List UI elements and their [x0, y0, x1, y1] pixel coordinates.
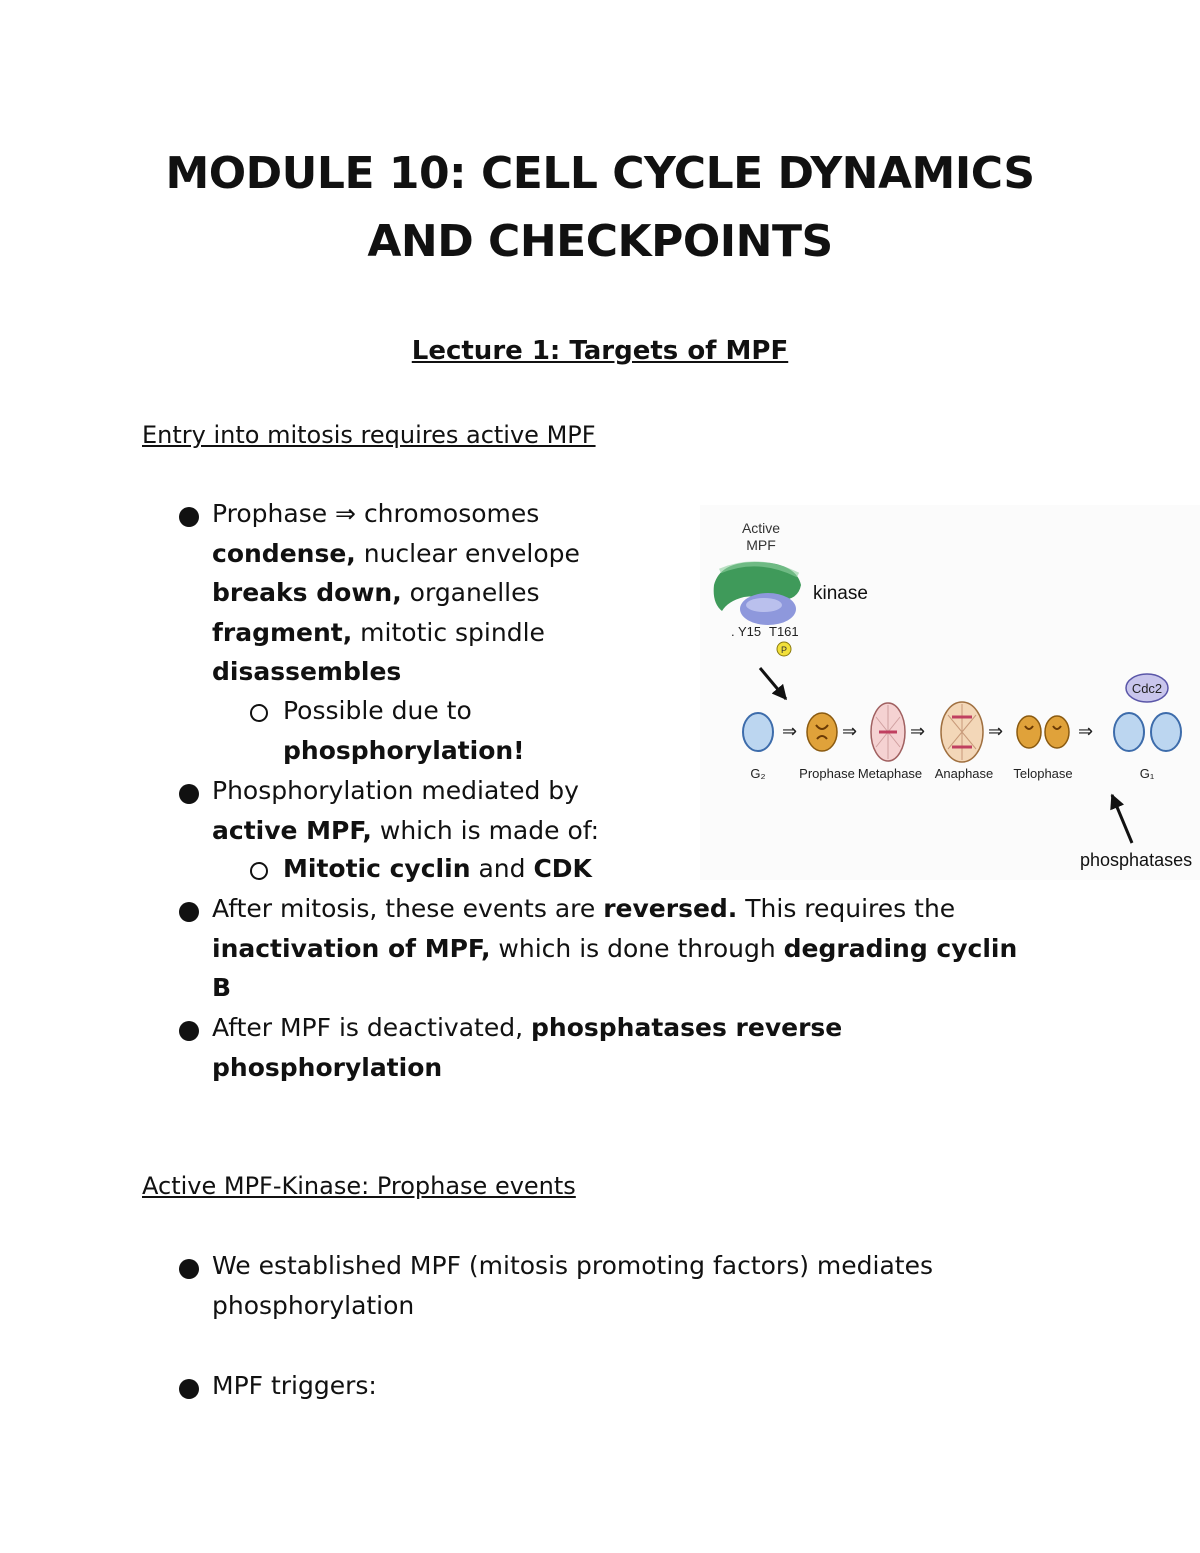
- sub-bullet-cyclin-cdk: [283, 849, 592, 889]
- bold-term: inactivation of MPF,: [212, 933, 491, 963]
- bullet-dot: [179, 784, 199, 804]
- sub-bullet-ring: [250, 704, 268, 722]
- t161-label: T161: [769, 624, 799, 639]
- bullet-line: [283, 731, 525, 771]
- active-mpf-label-2: MPF: [746, 537, 776, 553]
- phosphatases-label: phosphatases: [1080, 850, 1193, 870]
- bullet-dot: [179, 902, 199, 922]
- bullet-dot: [179, 1021, 199, 1041]
- text-run: nuclear envelope: [355, 538, 580, 568]
- arrow-icon: ⇒: [1078, 721, 1094, 742]
- active-mpf-label-1: Active: [741, 520, 781, 536]
- bold-term: phosphatases reverse: [531, 1013, 843, 1042]
- sub-bullet-ring: [250, 862, 268, 880]
- stage-label-metaphase: Metaphase: [857, 766, 923, 781]
- text-run: which is made of:: [371, 815, 600, 845]
- stage-label-telophase: Telophase: [1013, 766, 1073, 781]
- bold-term: B: [212, 973, 232, 1002]
- bullet-mpf-mediates: [212, 1246, 933, 1325]
- text-run: which is done through: [490, 933, 784, 963]
- bullet-line: Prophase ⇒ chromosomes: [212, 499, 540, 528]
- bullet-line: We established MPF (mitosis promoting factors) mediates: [212, 1251, 933, 1280]
- bullet-mpf-triggers: [212, 1366, 377, 1406]
- prophase-cell-icon: [807, 713, 837, 751]
- bullet-line: Phosphorylation mediated by: [212, 776, 579, 805]
- bullet-line: [283, 849, 592, 889]
- bold-term: active MPF,: [212, 815, 372, 845]
- bullet-line: MPF triggers:: [212, 1371, 377, 1400]
- text-run: and: [470, 854, 534, 883]
- section-heading-prophase-events: Active MPF-Kinase: Prophase events: [142, 1172, 576, 1200]
- document-title: [0, 140, 1200, 276]
- bullet-line: [212, 811, 599, 851]
- bullet-after-mitosis: [212, 889, 1017, 1008]
- bold-term: condense,: [212, 538, 356, 568]
- bullet-after-deactivation: [212, 1008, 842, 1087]
- bullet-line: [212, 573, 580, 613]
- stage-label-anaphase: Anaphase: [934, 766, 994, 781]
- bold-term: fragment,: [212, 617, 353, 647]
- text-run: After MPF is deactivated,: [212, 1013, 531, 1042]
- text-run: After mitosis, these events are: [212, 894, 604, 923]
- cdc2-label: Cdc2: [1131, 681, 1163, 696]
- lecture-heading: Lecture 1: Targets of MPF: [411, 336, 789, 366]
- telophase-cell-icon-a: [1017, 716, 1041, 748]
- section-heading-entry-mitosis: Entry into mitosis requires active MPF: [142, 421, 596, 449]
- bullet-line: [212, 889, 1017, 929]
- bold-term: disassembles: [212, 657, 402, 686]
- sub-bullet-phosphorylation: [283, 691, 525, 770]
- bullet-line: [212, 968, 1017, 1008]
- telophase-cell-icon-b: [1045, 716, 1069, 748]
- text-run: This requires the: [737, 894, 956, 923]
- bold-term: phosphorylation: [212, 1052, 443, 1082]
- bullet-prophase: [212, 494, 580, 692]
- bullet-line: [212, 613, 580, 653]
- bold-term: phosphorylation!: [283, 735, 525, 765]
- bold-term: degrading cyclin: [783, 933, 1018, 963]
- bold-term: Mitotic cyclin: [283, 854, 471, 883]
- bullet-dot: [179, 1379, 199, 1399]
- g2-cell-icon: [743, 713, 773, 751]
- bullet-dot: [179, 507, 199, 527]
- bullet-dot: [179, 1259, 199, 1279]
- g1-cell-icon-a: [1114, 713, 1144, 751]
- bullet-line: [212, 534, 580, 574]
- bullet-line: [212, 652, 580, 692]
- stage-label-prophase: Prophase: [799, 766, 855, 781]
- kinase-label: kinase: [813, 583, 868, 604]
- arrow-icon: ⇒: [842, 721, 858, 742]
- arrow-icon: ⇒: [988, 721, 1004, 742]
- bullet-line: [212, 929, 1017, 969]
- title-line-1: MODULE 10: CELL CYCLE DYNAMICS: [165, 148, 1035, 199]
- text-run: mitotic spindle: [352, 617, 545, 647]
- phosphate-label: P: [780, 645, 788, 655]
- title-line-2: AND CHECKPOINTS: [367, 216, 833, 267]
- text-run: organelles: [401, 578, 540, 607]
- bullet-phosphorylation-mediated: [212, 771, 599, 850]
- bullet-line: phosphorylation: [212, 1290, 415, 1320]
- arrow-icon: ⇒: [910, 721, 926, 742]
- bullet-line: [212, 1008, 842, 1048]
- stage-label-g2: G₂: [750, 766, 766, 781]
- bold-term: breaks down,: [212, 578, 402, 607]
- bold-term: CDK: [533, 854, 592, 883]
- bold-term: reversed.: [603, 894, 738, 923]
- g1-cell-icon-b: [1151, 713, 1181, 751]
- arrow-icon: ⇒: [782, 721, 798, 742]
- y15-label: . Y15: [731, 624, 762, 639]
- bullet-line: Possible due to: [283, 696, 472, 725]
- mpf-cell-cycle-figure: [700, 505, 1200, 880]
- stage-label-g1: G₁: [1139, 766, 1155, 781]
- bullet-line: [212, 1048, 842, 1088]
